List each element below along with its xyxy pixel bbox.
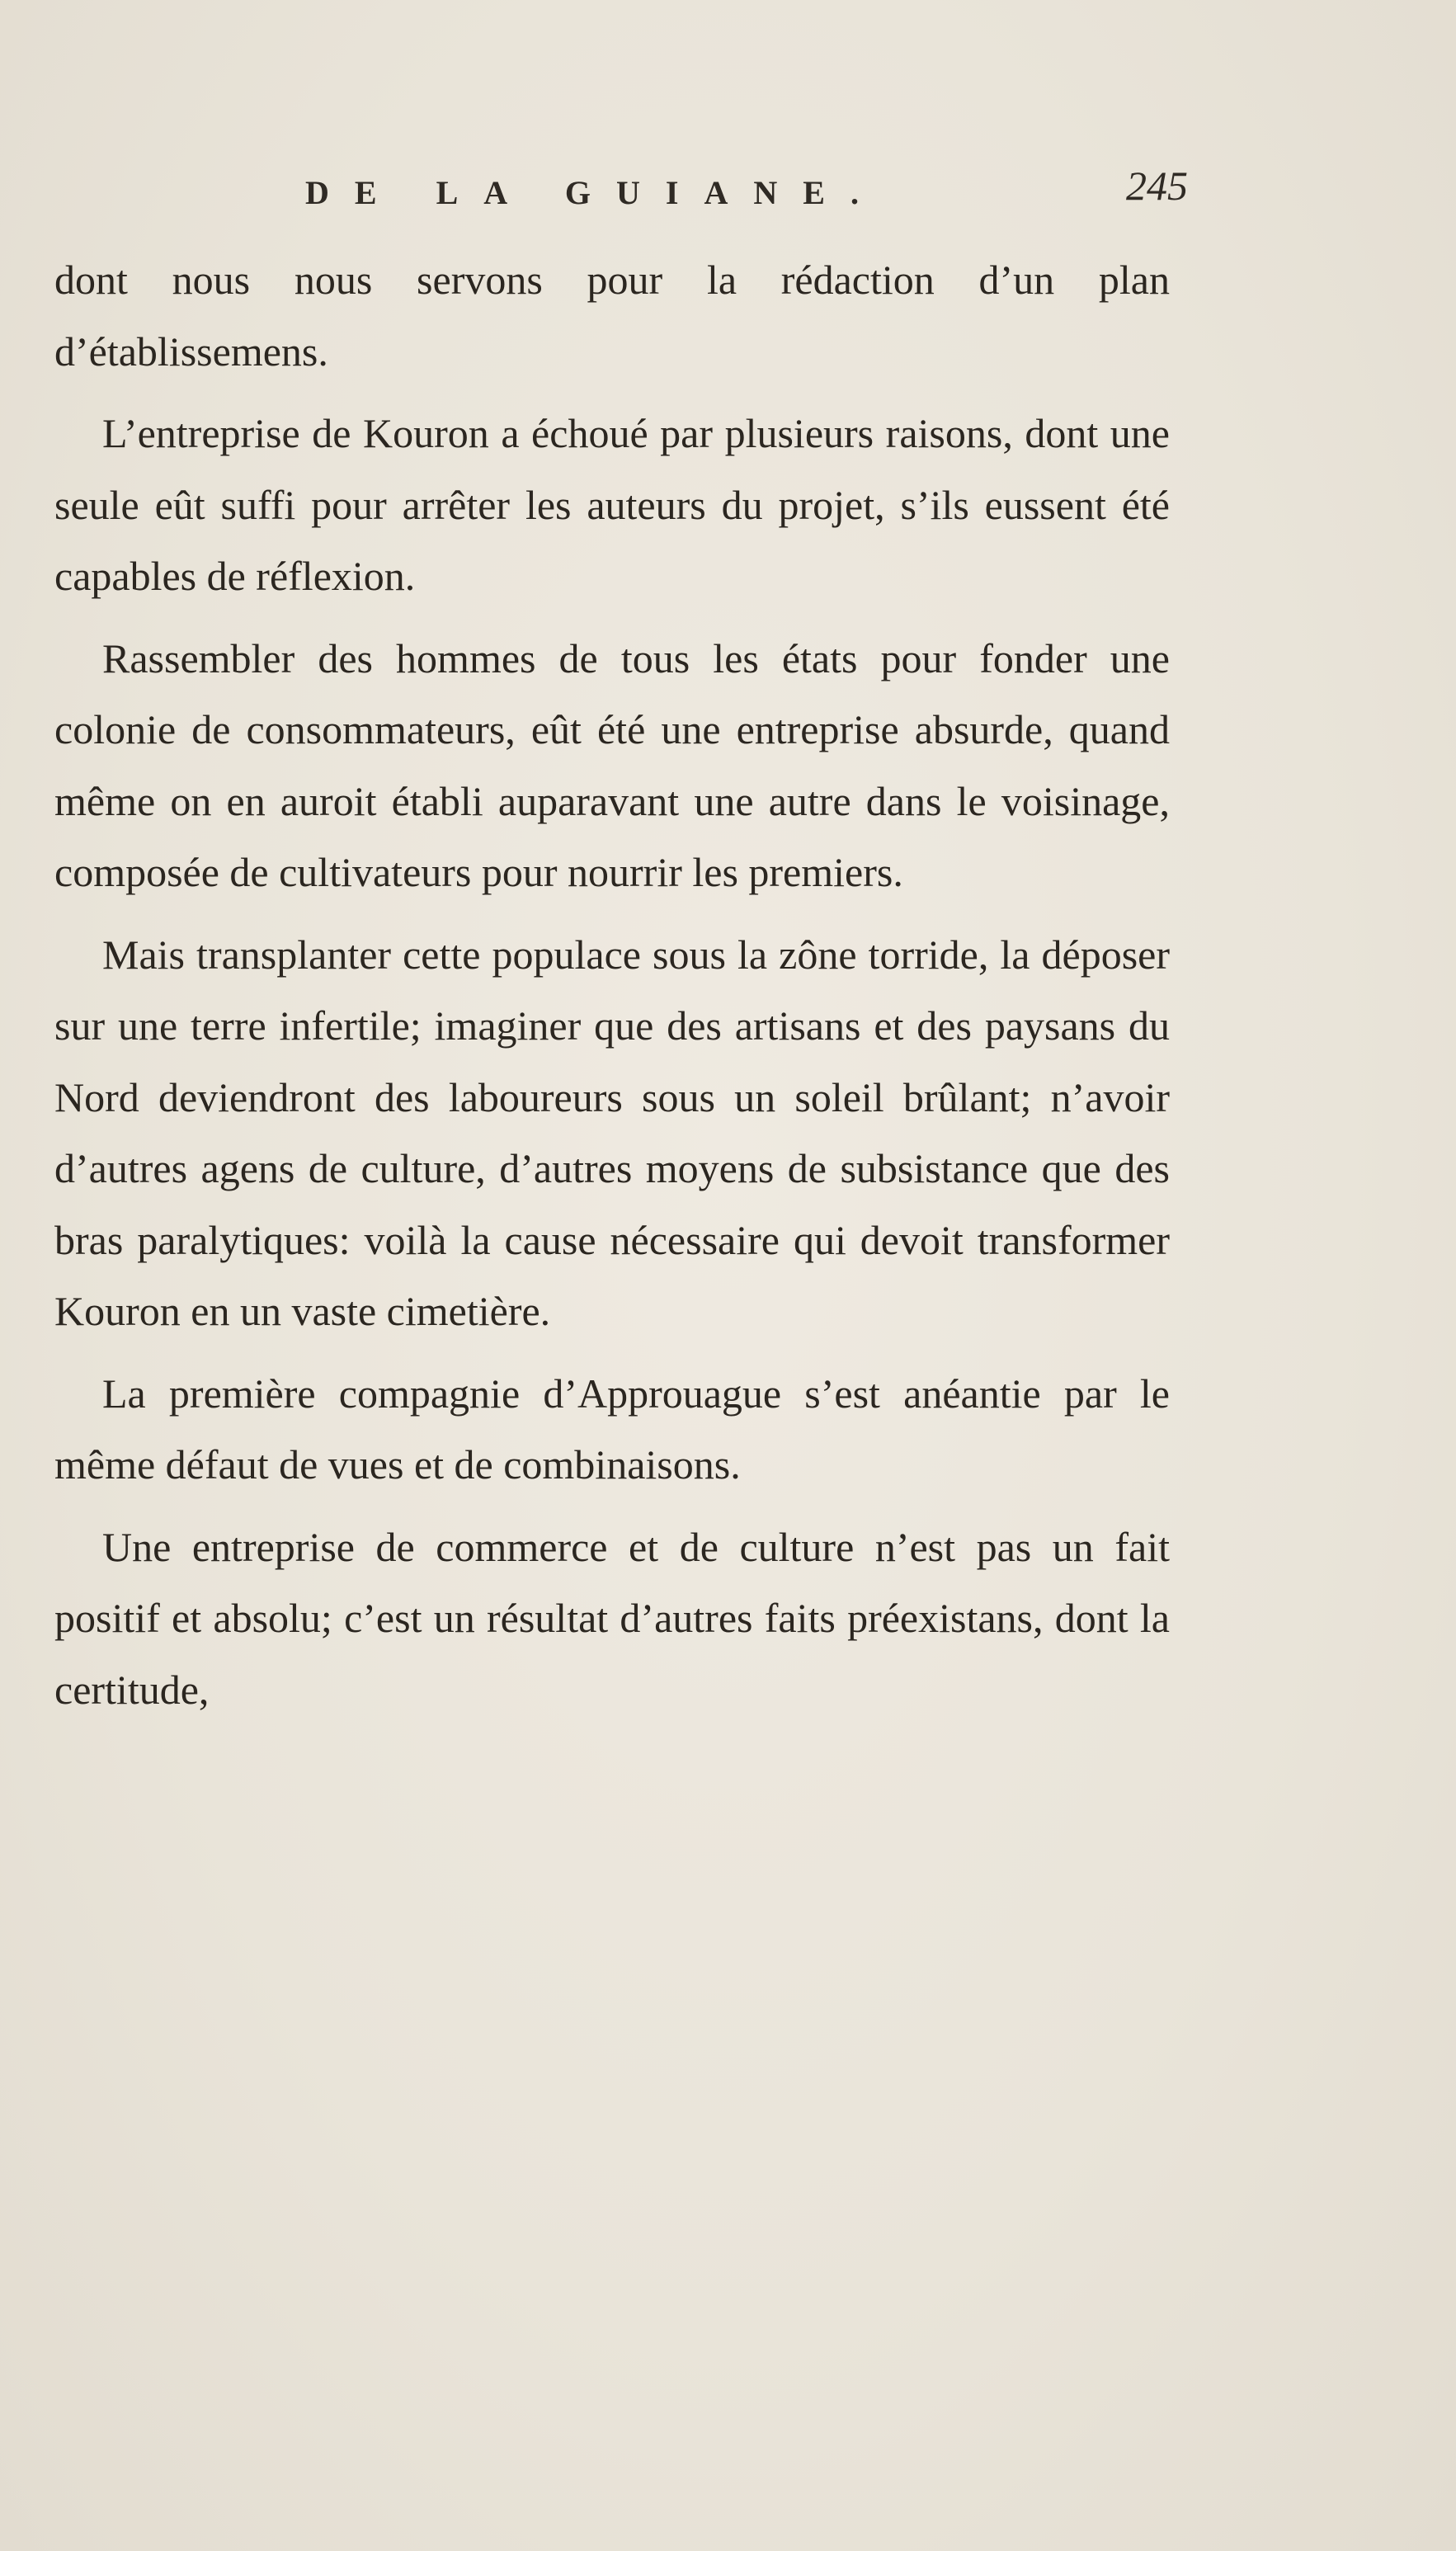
paragraph-4: Mais transplanter cette populace sous la zône torride, la déposer sur une terre infertile; imaginer que des artisans et des paysans du Nord deviendront des laboureurs sous un soleil brûlant; n’avoir d’autres agens de culture, d’autres moyens de subsistance que des bras paralytiques: voilà la cause nécessaire qui devoit transformer Kouron en un vaste cimetière.: [54, 931, 1170, 1334]
paragraph-6: Une entreprise de commerce et de culture n’est pas un fait positif et absolu; c’est un résultat d’autres faits préexistans, dont la certitude,: [54, 1523, 1170, 1713]
paragraph-3: Rassembler des hommes de tous les états pour fonder une colonie de consommateurs, eût été une entreprise absurde, quand même on en auroit établi auparavant une autre dans le voisinage, composée de cultivateurs pour nourrir les premiers.: [54, 634, 1170, 895]
paragraph-5: La première compagnie d’Approuague s’est anéantie par le même défaut de vues et de combinaisons.: [54, 1370, 1170, 1488]
paragraph-2: L’entreprise de Kouron a échoué par plusieurs raisons, dont une seule eût suffi pour arrêter les auteurs du projet, s’ils eussent été capables de réflexion.: [54, 410, 1170, 599]
running-head-title: DE LA GUIANE.: [305, 174, 884, 211]
body-text: [54, 244, 1170, 1725]
paragraph-1: dont nous nous servons pour la rédaction d’un plan d’établissemens.: [54, 257, 1170, 375]
running-head: [305, 162, 1188, 228]
page-number: 245: [1126, 163, 1188, 209]
